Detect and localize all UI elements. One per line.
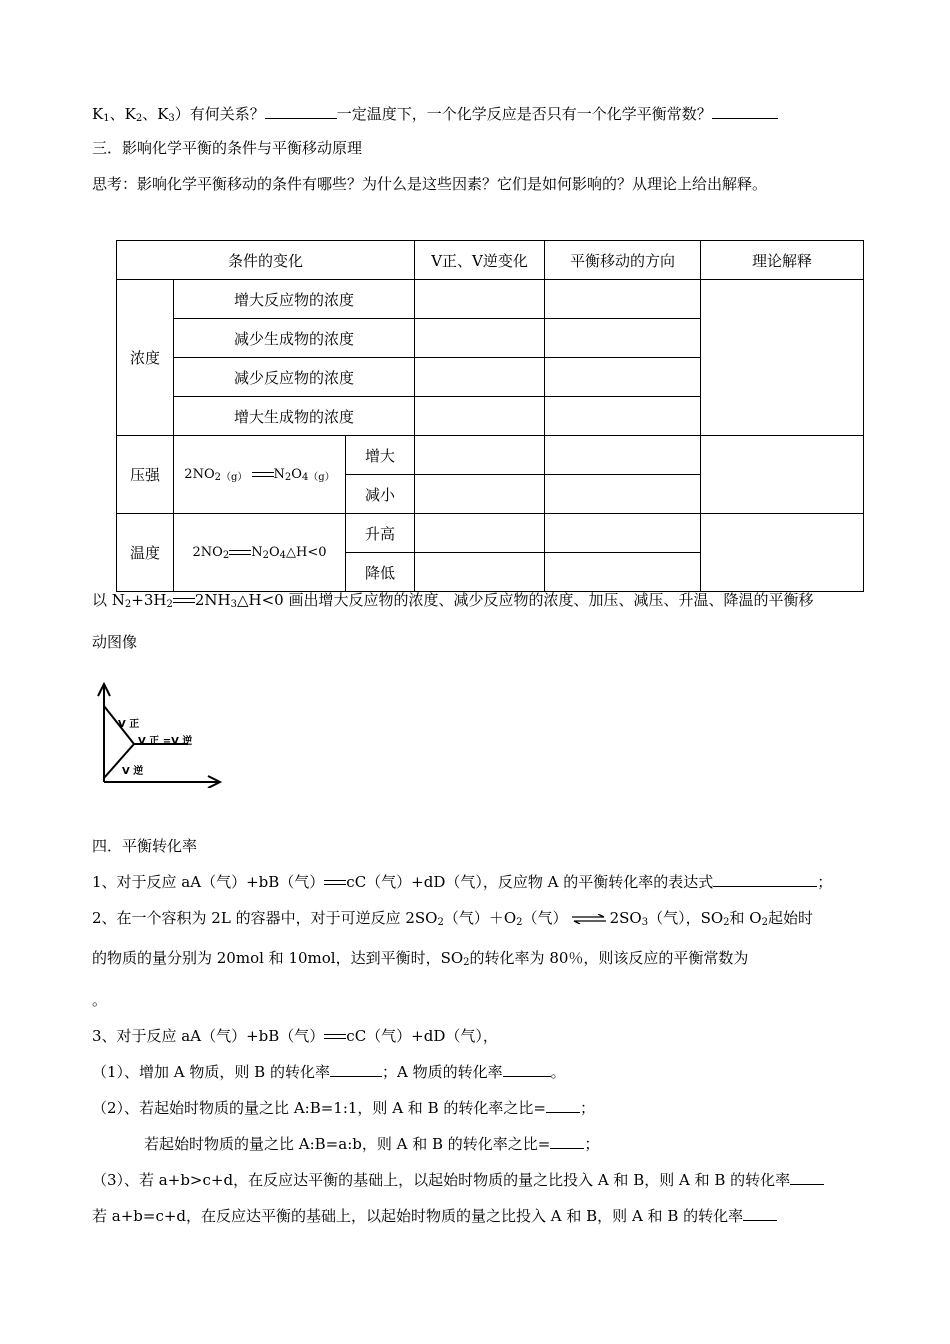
reversible-arrow-icon [572,914,606,924]
answer-blank-conversion-expression[interactable] [713,872,817,887]
answer-blank-conversion-equal[interactable] [743,1206,777,1221]
answer-cell[interactable] [415,436,545,475]
answer-cell[interactable] [415,358,545,397]
question-3-3a: （3）、若 a+b>c+d，在反应达平衡的基础上，以起始时物质的量之比投入 A 和 B，则 A 和 B 的转化率 [92,1170,824,1190]
header-explanation: 理论解释 [701,241,864,280]
cond-decrease-reactant: 减少反应物的浓度 [174,358,415,397]
cond-increase-product: 增大生成物的浓度 [174,397,415,436]
answer-blank-conversion-greater[interactable] [790,1170,824,1185]
section3-think: 思考：影响化学平衡移动的条件有哪些？为什么是这些因素？它们是如何影响的？从理论上给出解释。 [92,175,768,193]
answer-cell[interactable] [545,475,701,514]
question-2-line3: 。 [92,991,108,1009]
answer-cell[interactable] [545,280,701,319]
question-3-1: （1）、增加 A 物质，则 B 的转化率 ；A 物质的转化率 。 [92,1063,566,1081]
answer-cell[interactable] [545,319,701,358]
cond-pressure-decrease: 减小 [346,475,415,514]
section3-title: 三．影响化学平衡的条件与平衡移动原理 [92,139,363,157]
header-condition: 条件的变化 [117,241,415,280]
equilibrium-arrow-icon [324,1033,346,1041]
draw-task-line2: 动图像 [92,633,138,651]
answer-cell[interactable] [415,397,545,436]
answer-cell[interactable] [415,280,545,319]
section4-title: 四．平衡转化率 [92,837,198,855]
label-v-forward: V 正 [118,719,140,730]
question-3-2: （2）、若起始时物质的量之比 A:B=1:1，则 A 和 B 的转化率之比= ； [92,1099,595,1117]
label-v-reverse: V 逆 [122,766,144,777]
equilibrium-arrow-icon [173,597,195,605]
question-3-2b: 若起始时物质的量之比 A:B=a:b，则 A 和 B 的转化率之比= ； [144,1135,600,1153]
question-3: 3、对于反应 aA（气）+bB（气） cC（气）+dD（气）， [92,1027,498,1045]
row-label-concentration: 浓度 [117,280,174,436]
cond-increase-reactant: 增大反应物的浓度 [174,280,415,319]
equilibrium-arrow-icon [324,879,346,887]
label-v-equal: V 正 =V 逆 [138,736,193,747]
answer-blank-a-conversion[interactable] [503,1062,551,1077]
answer-cell[interactable] [545,358,701,397]
answer-cell-explanation[interactable] [701,514,864,592]
answer-cell-explanation[interactable] [701,280,864,436]
equilibrium-arrow-icon [229,549,251,557]
row-label-temperature: 温度 [117,514,174,592]
header-rate-change: V正、V逆变化 [415,241,545,280]
cond-decrease-product: 减少生成物的浓度 [174,319,415,358]
answer-cell[interactable] [545,553,701,592]
cond-temperature-raise: 升高 [346,514,415,553]
answer-blank-single-constant[interactable] [712,104,778,119]
question-1: 1、对于反应 aA（气）+bB（气） cC（气）+dD（气），反应物 A 的平衡转化率的表达式 ； [92,873,833,891]
answer-blank-k-relation[interactable] [265,104,337,119]
answer-blank-ratio-a-b[interactable] [550,1134,584,1149]
answer-cell[interactable] [415,514,545,553]
question-2-line2: 的物质的量分别为 20mol 和 10mol，达到平衡时，$SO_2$的转化率为 80％，则该反应的平衡常数为 [92,949,749,968]
k-relation-line: $K_1$、$K_2$、$K_3$）有何关系？ 一定温度下，一个化学反应是否只有一个化学平衡常数？ [92,104,778,124]
answer-cell[interactable] [545,436,701,475]
question-3-3b: 若 a+b=c+d，在反应达平衡的基础上，以起始时物质的量之比投入 A 和 B，则 A 和 B 的转化率 [92,1206,777,1226]
answer-cell-explanation[interactable] [701,436,864,514]
answer-cell[interactable] [545,397,701,436]
temperature-equation: $2NO_2$ $N_2O_4\triangle H<0$ [174,514,346,592]
row-label-pressure: 压强 [117,436,174,514]
answer-cell[interactable] [415,319,545,358]
rate-time-graph [96,678,226,788]
answer-blank-b-conversion[interactable] [330,1062,382,1077]
cond-temperature-lower: 降低 [346,553,415,592]
pressure-equation: $2NO_{2(g)}$ $N_2O_{4(g)}$ [174,436,346,514]
answer-blank-ratio-1-1[interactable] [546,1098,580,1113]
cond-pressure-increase: 增大 [346,436,415,475]
question-2-line1: 2、在一个容积为 2L 的容器中，对于可逆反应 $2SO_2$（气）$+O_2$（气） $2SO_3$（气），$SO_2$和 $O_2$起始时 [92,909,813,928]
answer-cell[interactable] [415,475,545,514]
header-shift-direction: 平衡移动的方向 [545,241,701,280]
draw-task-line1: 以 $N_2+3H_2$ $2NH_3\triangle H<0$ 画出增大反应物的浓度、减少反应物的浓度、加压、减压、升温、降温的平衡移 [92,591,814,610]
equilibrium-conditions-table [116,240,864,592]
answer-cell[interactable] [415,553,545,592]
equilibrium-arrow-icon [252,471,274,479]
answer-cell[interactable] [545,514,701,553]
